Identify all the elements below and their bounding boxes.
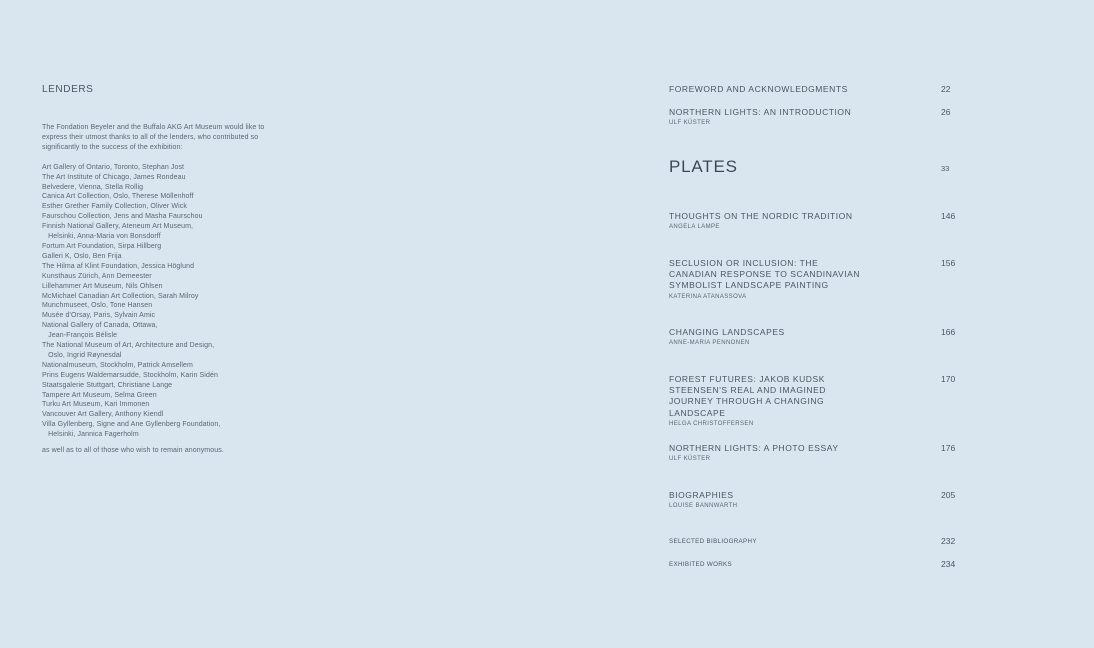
toc-author: ULF KÜSTER: [669, 120, 711, 127]
toc-title: FOREST FUTURES: JAKOB KUDSK STEENSEN'S REAL AND IMAGINED JOURNEY THROUGH A CHANGING LANDSCAPE: [669, 374, 826, 418]
toc-author: ULF KÜSTER: [669, 456, 711, 463]
lender-item: Fortum Art Foundation, Sirpa Hillberg: [42, 242, 162, 250]
toc-author: KATERINA ATANASSOVA: [669, 293, 747, 300]
lender-item: Faurschou Collection, Jens and Masha Faurschou: [42, 213, 203, 221]
table-of-contents: [669, 0, 969, 648]
toc-author: LOUISE BANNWARTH: [669, 503, 738, 510]
lenders-intro: The Fondation Beyeler and the Buffalo AKG Art Museum would like to express their utmost thanks to all of the lenders, who contributed so significantly to the success of the exhibition:: [42, 124, 265, 151]
lender-item: Helsinki, Jannica Fagerholm: [42, 431, 139, 439]
lender-item: Finnish National Gallery, Ateneum Art Museum,: [42, 223, 194, 231]
lender-item: Nationalmuseum, Stockholm, Patrick Amsellem: [42, 361, 193, 369]
toc-entry-biographies[interactable]: [669, 490, 961, 509]
lender-item: Musée d'Orsay, Paris, Sylvain Amic: [42, 312, 156, 320]
toc-page-number: 22: [941, 84, 951, 94]
lender-item: Turku Art Museum, Kari Immonen: [42, 401, 150, 409]
toc-title: PLATES: [669, 157, 738, 176]
lenders-heading: LENDERS: [42, 84, 94, 95]
lenders-section: [42, 84, 282, 456]
lender-item: The Art Institute of Chicago, James Rondeau: [42, 173, 186, 181]
toc-title: SELECTED BIBLIOGRAPHY: [669, 538, 757, 545]
toc-entry-seclusion[interactable]: [669, 258, 961, 300]
lender-item: The Hilma af Klint Foundation, Jessica Höglund: [42, 262, 195, 270]
lender-item: Helsinki, Anna-Maria von Bonsdorff: [42, 233, 161, 241]
lender-item: Tampere Art Museum, Selma Green: [42, 391, 157, 399]
toc-page-number: 205: [941, 490, 956, 500]
toc-title: NORTHERN LIGHTS: A PHOTO ESSAY: [669, 443, 839, 453]
toc-page-number: 176: [941, 443, 956, 453]
lender-item: Art Gallery of Ontario, Toronto, Stephan Jost: [42, 163, 185, 171]
lender-item: Vancouver Art Gallery, Anthony Kiendl: [42, 411, 164, 419]
lender-item: Staatsgalerie Stuttgart, Christiane Lange: [42, 381, 173, 389]
lenders-outro: as well as to all of those who wish to remain anonymous.: [42, 447, 224, 455]
lender-item: Canica Art Collection, Oslo, Therese Möllenhoff: [42, 193, 194, 201]
lender-item: The National Museum of Art, Architecture and Design,: [42, 342, 215, 350]
toc-page-number: 166: [941, 327, 956, 337]
lender-item: Villa Gyllenberg, Signe and Ane Gyllenberg Foundation,: [42, 421, 221, 429]
toc-page-number: 156: [941, 258, 956, 268]
toc-page-number: 234: [941, 559, 956, 569]
lender-item: McMichael Canadian Art Collection, Sarah Milroy: [42, 292, 199, 300]
toc-title: EXHIBITED WORKS: [669, 561, 733, 568]
lender-item: Kunsthaus Zürich, Ann Demeester: [42, 272, 152, 280]
toc-page-number: 33: [941, 164, 950, 173]
toc-page-number: 170: [941, 374, 956, 384]
toc-entry-introduction[interactable]: [669, 107, 961, 126]
toc-entry-nordic-tradition[interactable]: [669, 211, 961, 230]
toc-page-number: 146: [941, 211, 956, 221]
toc-title: NORTHERN LIGHTS: AN INTRODUCTION: [669, 107, 852, 117]
toc-title: BIOGRAPHIES: [669, 490, 734, 500]
lender-item: Lillehammer Art Museum, Nils Ohlsen: [42, 282, 163, 290]
lender-item: Belvedere, Vienna, Stella Rollig: [42, 183, 144, 191]
toc-page-number: 26: [941, 107, 951, 117]
lender-item: Munchmuseet, Oslo, Tone Hansen: [42, 302, 153, 310]
lender-item: Oslo, Ingrid Røynesdal: [42, 351, 122, 359]
toc-entry-foreword[interactable]: [669, 84, 961, 95]
toc-title: THOUGHTS ON THE NORDIC TRADITION: [669, 211, 853, 221]
toc-entry-forest-futures[interactable]: [669, 374, 961, 427]
lender-item: Esther Grether Family Collection, Oliver Wick: [42, 203, 187, 211]
lender-item: Jean-François Bélisle: [42, 332, 118, 340]
toc-entry-changing-landscapes[interactable]: [669, 327, 961, 346]
toc-page-number: 232: [941, 536, 956, 546]
toc-author: ANGELA LAMPE: [669, 224, 720, 231]
toc-author: ANNE-MARIA PENNONEN: [669, 340, 750, 347]
toc-entry-exhibited-works[interactable]: [669, 559, 961, 570]
toc-entry-photo-essay[interactable]: [669, 443, 961, 462]
toc-entry-plates[interactable]: [669, 157, 961, 177]
toc-title: CHANGING LANDSCAPES: [669, 327, 785, 337]
lender-list: [42, 163, 282, 440]
toc-entry-bibliography[interactable]: [669, 536, 961, 547]
lender-item: Prins Eugens Waldemarsudde, Stockholm, Karin Sidén: [42, 371, 218, 379]
toc-title: FOREWORD AND ACKNOWLEDGMENTS: [669, 84, 848, 94]
toc-title: SECLUSION OR INCLUSION: THE CANADIAN RESPONSE TO SCANDINAVIAN SYMBOLIST LANDSCAPE PAINTING: [669, 258, 861, 291]
lender-item: Galleri K, Oslo, Ben Frija: [42, 252, 122, 260]
toc-author: HELGA CHRISTOFFERSEN: [669, 420, 754, 427]
lender-item: National Gallery of Canada, Ottawa,: [42, 322, 158, 330]
